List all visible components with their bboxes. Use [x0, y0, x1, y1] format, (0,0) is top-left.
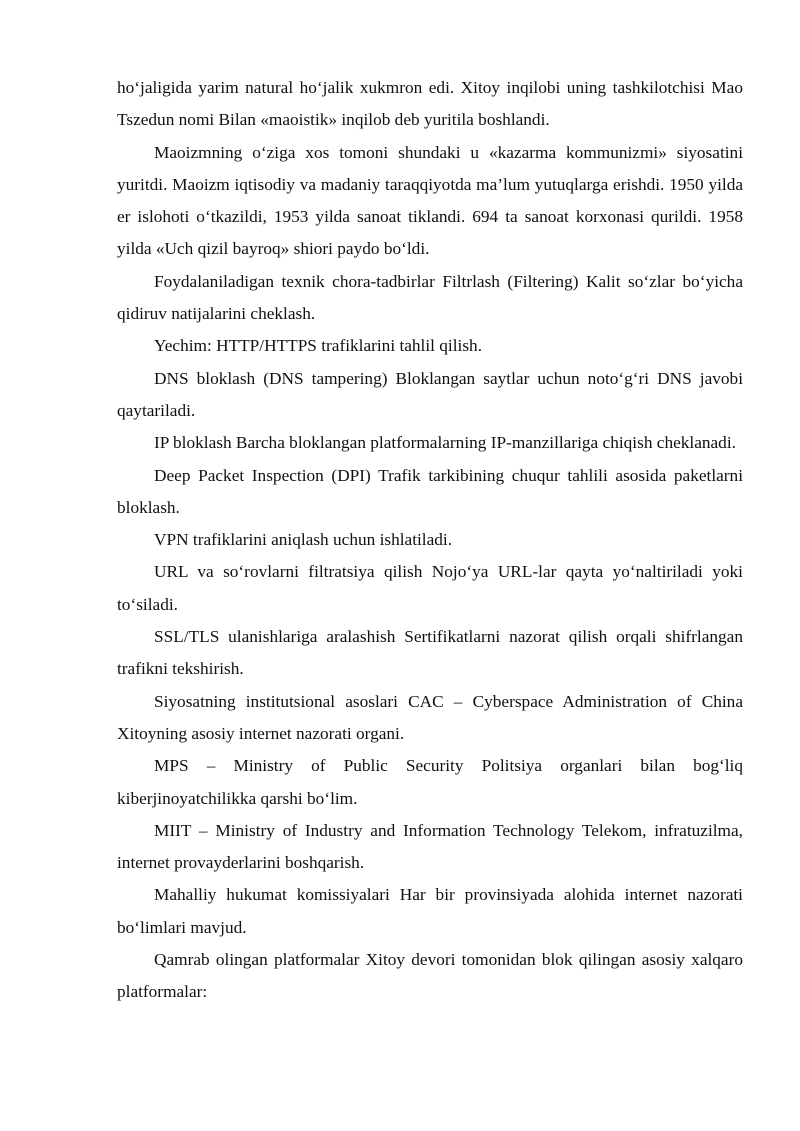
paragraph-ip-blocking: IP bloklash Barcha bloklangan platformalarning IP-manzillariga chiqish cheklanadi.	[154, 433, 736, 453]
paragraph-cac: Siyosatning institutsional asoslari CAC – Cyberspace Administration of China Xitoyning asosiy internet nazorati organi.	[117, 691, 743, 743]
paragraph-dns-blocking: DNS bloklash (DNS tampering) Bloklangan saytlar uchun noto‘g‘ri DNS javobi qaytariladi.	[117, 368, 743, 420]
paragraph-mps: MPS – Ministry of Public Security Politsiya organlari bilan bog‘liq kiberjinoyatchilikka qarshi bo‘lim.	[117, 756, 743, 808]
paragraph-ssl-tls: SSL/TLS ulanishlariga aralashish Sertifikatlarni nazorat qilish orqali shifrlangan trafikni tekshirish.	[117, 627, 743, 679]
paragraph-continuation: ho‘jaligida yarim natural ho‘jalik xukmron edi. Xitoy inqilobi uning tashkilotchisi Mao Tszedun nomi Bilan «maoistik» inqilob deb yuritila boshlandi.	[117, 78, 743, 130]
paragraph-filtering: Foydalaniladigan texnik chora-tadbirlar Filtrlash (Filtering) Kalit so‘zlar bo‘yicha qidiruv natijalarini cheklash.	[117, 271, 743, 324]
document-page	[117, 72, 743, 1009]
paragraph-maoism: Maoizmning o‘ziga xos tomoni shundaki u «kazarma kommunizmi» siyosatini yuritdi. Maoizm iqtisodiy va madaniy taraqqiyotda ma’lum yutuqlarga erishdi. 1950 yilda er islohoti o‘tkazildi, 1953 yilda sanoat tiklandi. 694 ta sanoat korxonasi qurildi. 1958 yilda «Uch qizil bayroq» shiori paydo bo‘ldi.	[117, 142, 743, 259]
paragraph-miit: MIIT – Ministry of Industry and Information Technology Telekom, infratuzilma, internet provayderlarini boshqarish.	[117, 820, 743, 873]
paragraph-platforms: Qamrab olingan platformalar Xitoy devori tomonidan blok qilingan asosiy xalqaro platformalar:	[117, 950, 743, 1002]
paragraph-local-commissions: Mahalliy hukumat komissiyalari Har bir provinsiyada alohida internet nazorati bo‘limlari mavjud.	[117, 885, 743, 937]
paragraph-dpi: Deep Packet Inspection (DPI) Trafik tarkibining chuqur tahlili asosida paketlarni bloklash.	[117, 465, 743, 517]
paragraph-url-filtering: URL va so‘rovlarni filtratsiya qilish Nojo‘ya URL-lar qayta yo‘naltiriladi yoki to‘siladi.	[117, 562, 743, 614]
paragraph-solution: Yechim: HTTP/HTTPS trafiklarini tahlil qilish.	[154, 336, 483, 356]
paragraph-vpn: VPN trafiklarini aniqlash uchun ishlatiladi.	[154, 530, 453, 550]
